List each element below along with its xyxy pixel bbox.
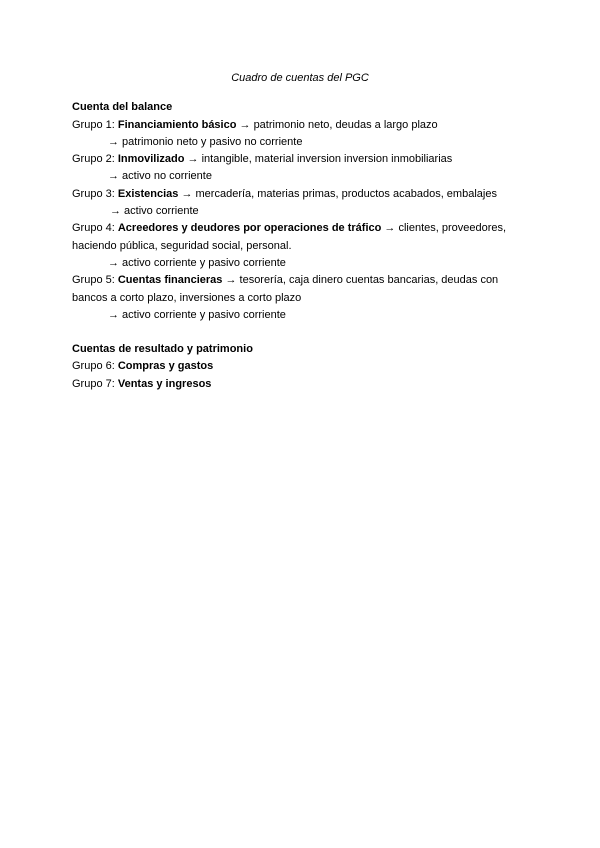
group-label: Grupo 1: (72, 118, 118, 131)
group-description: → patrimonio neto, deudas a largo plazo (236, 118, 438, 131)
group-label: Grupo 7: (72, 377, 118, 390)
group-2-result: → activo no corriente (108, 170, 212, 183)
results-section (72, 341, 532, 393)
group-name: Acreedores y deudores por operaciones de tráfico (117, 222, 382, 235)
group-1-line (72, 117, 532, 134)
group-5-line (72, 272, 532, 307)
group-description: → tesorería, caja dinero cuentas bancarias, deudas con bancos a corto plazo, inversiones a corto plazo (72, 274, 499, 304)
group-label: Grupo 2: (72, 153, 118, 166)
group-4-line (72, 220, 532, 255)
group-description: → mercadería, materias primas, productos acabados, embalajes (178, 187, 497, 200)
group-label: Grupo 6: (72, 360, 118, 373)
group-label: Grupo 4: (72, 222, 118, 235)
group-name: Existencias (117, 187, 179, 200)
group-name: Financiamiento básico (117, 118, 237, 131)
group-description: → clientes, proveedores, haciendo pública, seguridad social, personal. (72, 222, 507, 252)
group-label: Grupo 5: (72, 274, 118, 287)
results-heading: Cuentas de resultado y patrimonio (72, 343, 253, 356)
group-6-line (72, 358, 532, 375)
group-name: Compras y gastos (117, 360, 214, 373)
balance-section (72, 99, 532, 324)
group-2-line (72, 151, 532, 168)
group-1-result: → patrimonio neto y pasivo no corriente (108, 135, 303, 148)
group-7-line (72, 376, 532, 393)
group-name: Ventas y ingresos (117, 377, 212, 390)
group-3-line (72, 186, 532, 203)
group-description: → intangible, material inversion inversion inmobiliarias (184, 153, 453, 166)
group-3-result: → activo corriente (110, 205, 199, 218)
document-page (72, 70, 532, 393)
group-4-result: → activo corriente y pasivo corriente (108, 256, 286, 269)
balance-heading: Cuenta del balance (72, 101, 173, 114)
group-5-result: → activo corriente y pasivo corriente (108, 308, 286, 321)
document-title: Cuadro de cuentas del PGC (231, 72, 369, 84)
group-label: Grupo 3: (72, 187, 118, 200)
section-spacer (72, 324, 532, 341)
group-name: Cuentas financieras (117, 274, 223, 287)
group-name: Inmovilizado (117, 153, 185, 166)
